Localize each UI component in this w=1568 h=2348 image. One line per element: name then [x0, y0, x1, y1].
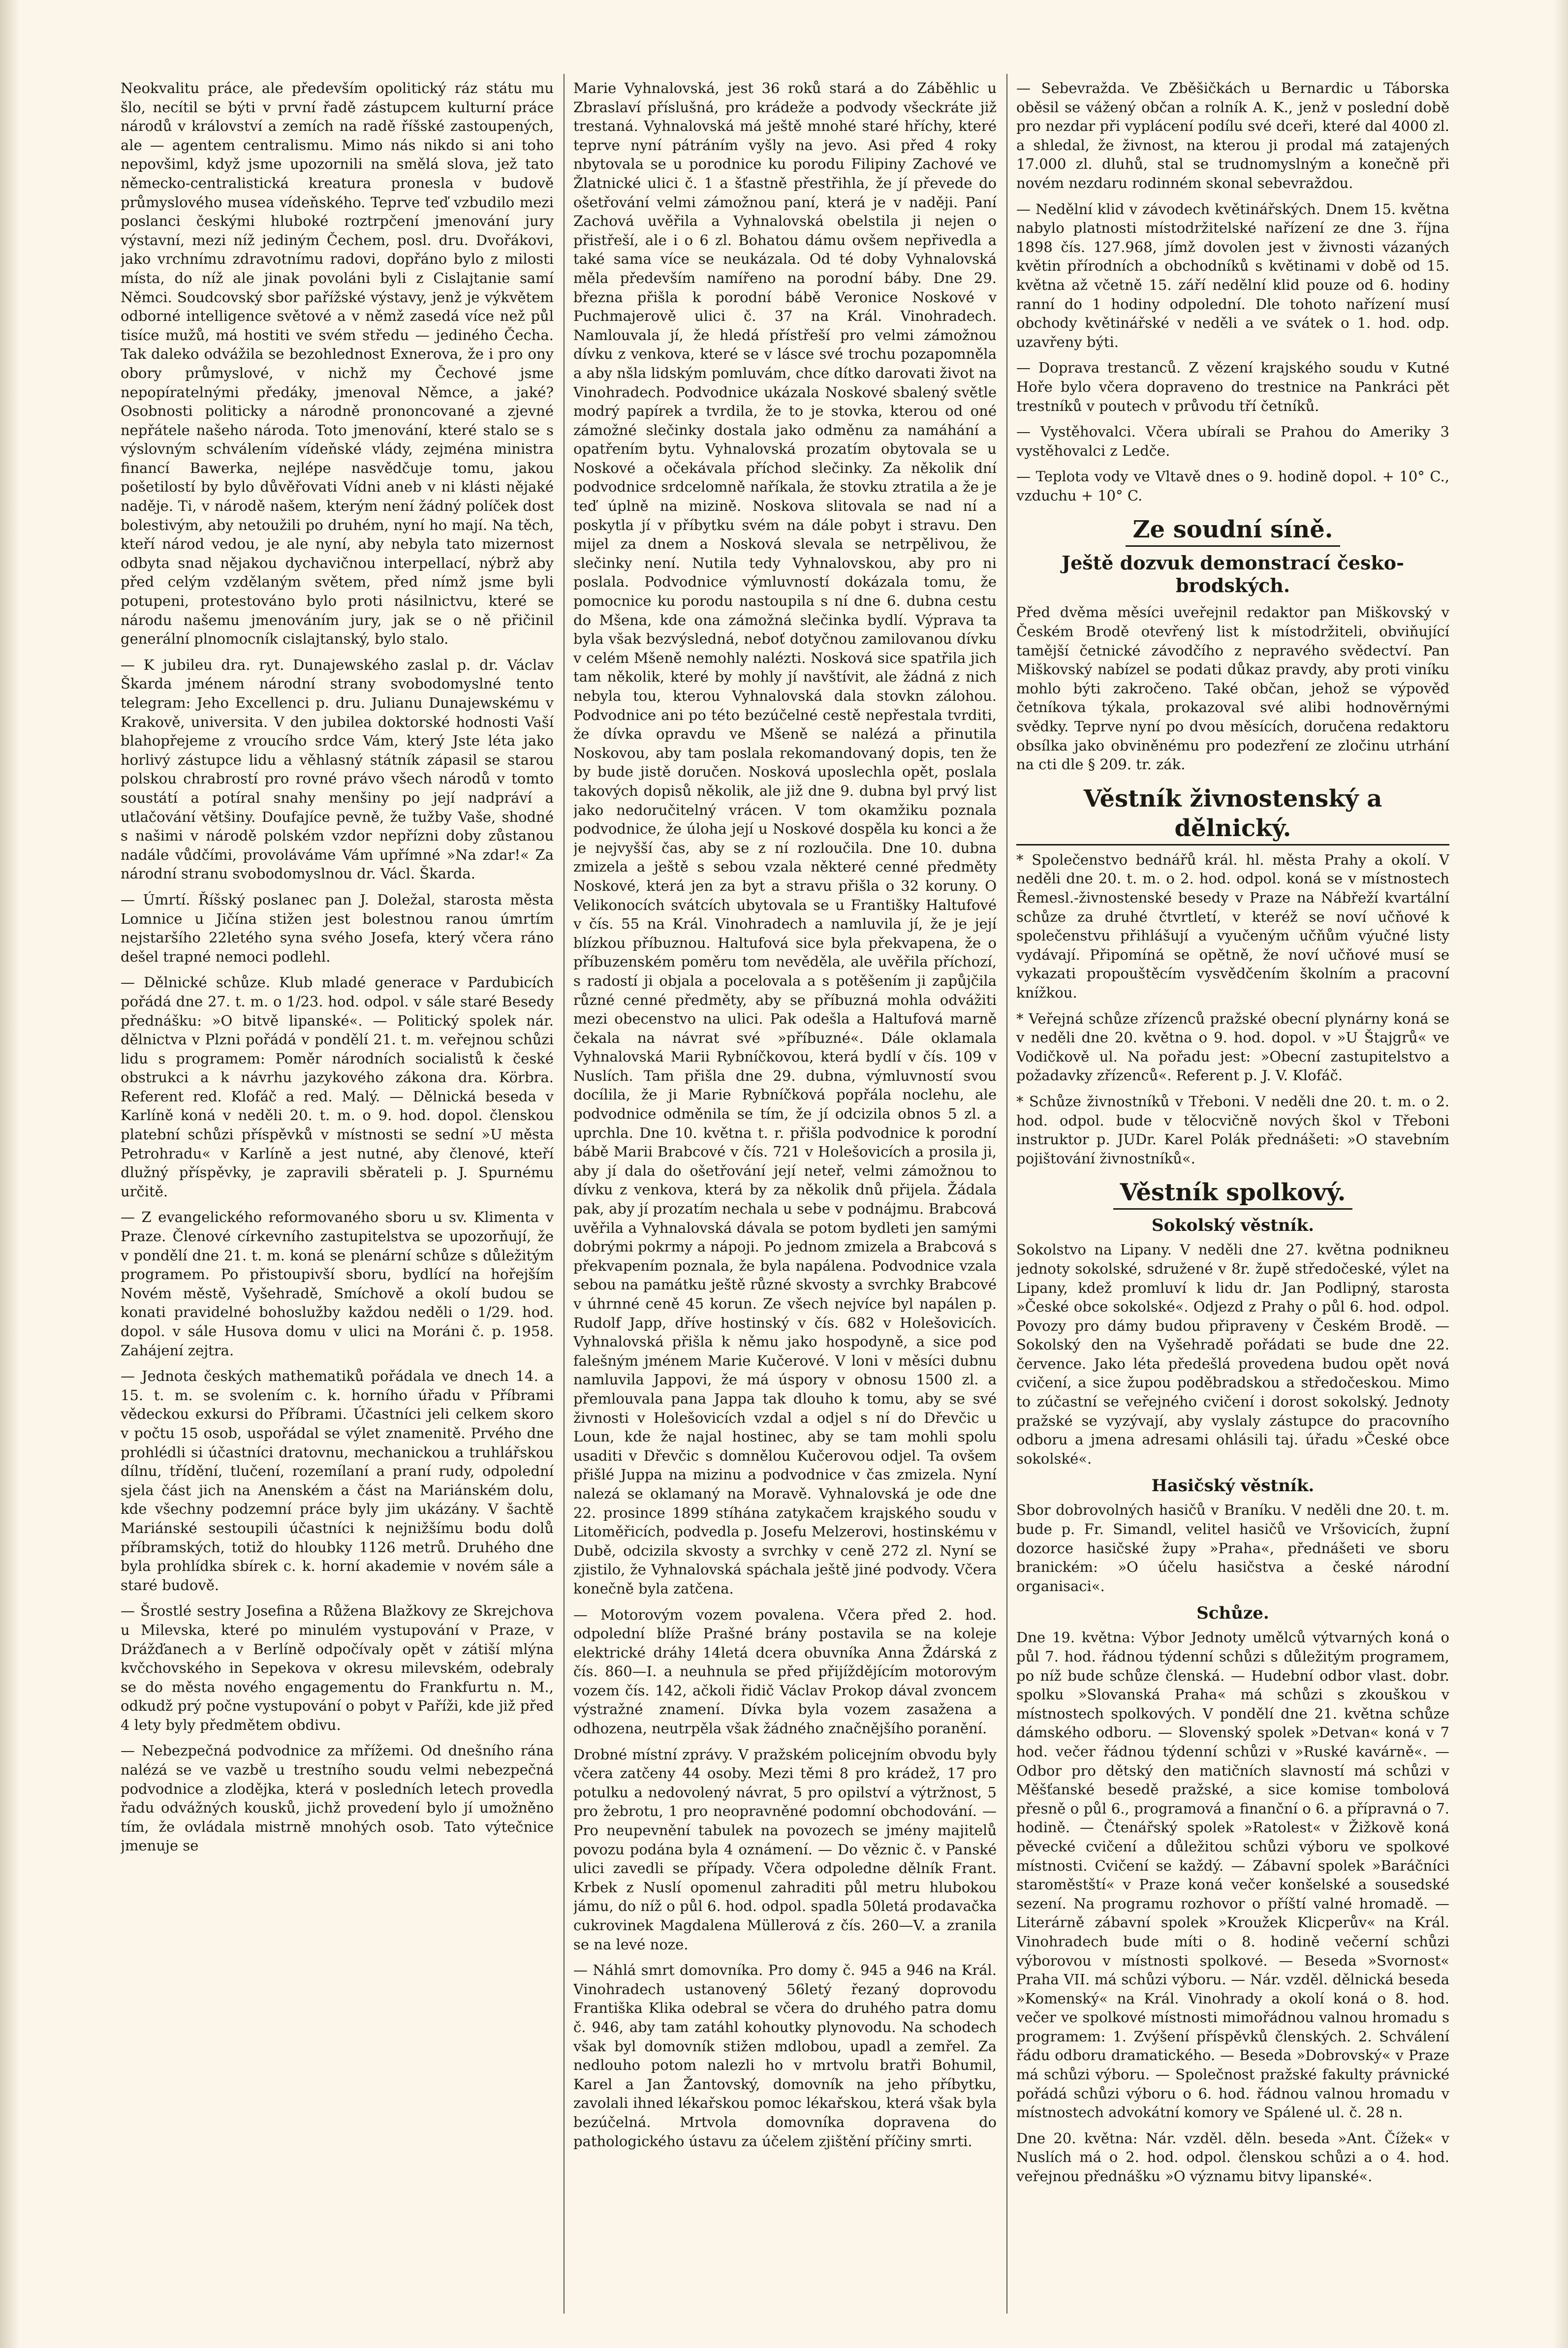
subsection-sokolsky: Sokolský věstník. [1152, 1216, 1314, 1236]
section-title-vestnik-spolkovy: Věstník spolkový. [1113, 1177, 1353, 1210]
article-schuze-19: Dne 19. května: Výbor Jednoty umělců výtvarných koná o půl 7. hod. řádnou týdenní schůzi s důležitým programem, po níž bude schůze členská. — Hudební odbor vlast. dobr. spolku »Slovanská Praha« má schůzi s zkouškou v místnostech spolkových. V pondělí dne 21. května schůze dámského odboru. — Slovenský spolek »Detvan« koná v 7 hod. večer řádnou týdenní schůzi v »Ruské kavárně«. — Odbor pro dětský den matičních slavností má schůzi v Měšťanské besedě pražské, a sice komise tombolová přesně o půl 6., programová a finanční o 6. a přípravná o 7. hodině. — Čtenářský spolek »Ratolest« v Žižkově koná pěvecké cvičení a důležitou schůzi výboru ve spolkové místnosti. Cvičení se každý. — Zábavní spolek »Baráčníci staroměstští« v Praze koná večer konšelské a sousedské sezení. Na programu rozhovor o příští valné hromadě. — Literárně zábavní spolek »Kroužek Klicperův« na Král. Vinohradech bude míti o 8. hodině večerní schůzi výborovou v místnosti spolkové. — Beseda »Svornost« Praha VII. má schůzi výboru. — Nár. vzděl. dělnická beseda »Komenský« na Král. Vinohrady a okolí koná o 8. hod. večer ve spolkové místnosti mimořádnou valnou hromadu s programem: 1. Zvýšení příspěvků členských. 2. Schválení řádu odboru dramatického. — Beseda »Dobrovský« v Praze má schůzi výboru. — Společnost pražské fakulty právnické pořádá schůzi výboru o 6. hod. řádnou valnou hromadu v místnostech advokátní komory ve Spálené ul. č. 28 n. [1016, 1629, 1449, 2121]
article-podvodnice-continued: Marie Vyhnalovská, jest 36 roků stará a do Záběhlic u Zbraslaví příslušná, pro krádeže a podvody všeckráte již trestaná. Vyhnalovská má ještě mnohé staré hříchy, které teprve nyní pátráním vyšly na jevo. Asi před 4 roky nbytovala se u porodnice ku porodu Filipiny Zachové ve Žlatnické ulici č. 1 a šťastně přestřihla, že jí převede do ošetřování velmi zámožnou paní, která je v naději. Paní Zachová uvěřila a Vyhnalovská obelstila ji nejen o přistřeší, ale i o 6 zl. Bohatou dámu ovšem nepřivedla a také sama více se neukázala. Od té doby Vyhnalovská měla především namířeno na porodní báby. Dne 29. března přišla k porodní bábě Veronice Noskové v Puchmajerově ulici č. 37 na Král. Vinohradech. Namlouvala jí, že hledá přístřeší pro velmi zámožnou dívku z venkova, které se v lásce své trochu pozapomněla a aby nšla lidským pomluvám, chce dítko darovati život na Vinohradech. Podvodnice ukázala Noskové sbalený světle modrý papírek a tvrdila, že to je stovka, kterou od oné zámožné slečinky dostala jako odměnu za namáhání a opatřením bytu. Vyhnalovská prozatím obytovala se u Noskové a očekávala příchod slečinky. Za několik dní podvodnice srdcelomně naříkala, že stovku ztratila a že je teď úplně na mizině. Noskova slitovala se nad ní a poskytla jí v příbytku svém na dále pobyt i stravu. Den mijel za dnem a Nosková slevala se netrpělivou, že slečinky není. Nutila tedy Vyhnalovskou, aby pro ni poslala. Podvodnice výmluvností dokázala tomu, že pomocnice ku porodu nastoupila s ní dne 6. dubna cestu do Mšena, kde ona zámožná slečinka bydlí. Výprava ta byla však bezvýsledná, neboť dotyčnou zamilovanou dívku v celém Mšeně nemohly nalézti. Nosková sice spatřila jich tam několik, které by mohly jí navštívit, ale žádná z nich nebyla tou, kterou Vyhnalovská dala stovkn zálohou. Podvodnice ani po této bezúčelné cestě nepřestala tvrditi, že dívka opravdu ve Mšeně se nalézá a přinutila Noskovou, aby tam poslala rekomandovaný dopis, ten že by bude jistě doručen. Nosková uposlechla opět, poslala takových dopisů několik, ale již dne 9. dubna byl prvý list jako nedoručitelný vrácen. V tom okamžiku poznala podvodnice, že úloha její u Noskové dospěla ku konci a že je nejvyšší čas, aby se z ní rozloučila. Dne 10. dubna zmizela a ještě s sebou vzala některé cenné předměty Noskové, která jen za byt a stravu přišla o 32 koruny. O Velikonocích svátcích ubytovala se u Františky Haltufové v čís. 55 na Král. Vinohradech a namluvila jí, že je její blízkou příbuznou. Haltufová sice byla překvapena, že o příbuzenském poměru tom nevěděla, ale uvěřila příchozí, s radostí ji objala a pocelovala a s potěšením ji zapůjčila různé cenné předměty, aby se příbuzná mohla odvážiti mezi obecenstvo na ulici. Pak odešla a Haltufová marně čekala na návrat své »příbuzné«. Dále oklamala Vyhnalovská Marii Rybníčkovou, která bydlí v čís. 109 v Nuslích. Tam přišla dne 29. dubna, výmluvností svou docílila, že ji Marie Rybníčková popřála noclehu, ale podvodnice odměnila se tím, že jí odcizila obnos 5 zl. a uprchla. Dne 10. května t. r. přišla podvodnice k porodní bábě Marii Brabcové v čís. 721 v Holešovicích a prosila ji, aby jí dala do ošetřování její neteř, velmi zámožnou to dívku z venkova, která by za několik dnů přijela. Žádala pak, aby jí prozatím nechala u sebe v podnájmu. Brabcová uvěřila a Vyhnalovská dávala se potom bydleti jen samými dobrými pokrmy a nápoji. Po jednom zmizela a Brabcová s překvapením poznala, že byla napálena. Podvodnice vzala sebou na památku ještě různé skvosty a svrchky Brabcové v úhrnné ceně 45 korun. Ze všech nejvíce byl napálen p. Rudolf Japp, dříve hostinský v čís. 682 v Holešovicích. Vyhnalovská přišla k němu jako hospodyně, a sice pod falešným jménem Marie Kučerové. V loni v měsíci dubnu namluvila Jappovi, že má úspory v obnosu 1500 zl. a přemlouvala pana Jappa tak dlouho k tomu, aby se své živnosti v Holešovicích vzdal a odjel s ní do Dřevčic u Loun, kde že najal hostinec, aby se tam mohli spolu usaditi v Dřevčic s domnělou Kučerovou odjel. Ta ovšem přišlé Juppa na mizinu a podvodnice v čas zmizela. Nyní nalezá se oklamaný na Moravě. Vyhnalovská je ode dne 22. prosince 1899 stíhána zatykačem krajského soudu v Litoměřicích, podvedla p. Josefu Melzerovi, hostinskému v Dubě, odcizila skvosty a svrchky v ceně 272 zl. Nyní se zjistilo, že Vyhnalovská spáchala ještě jiné podvody. Včera konečně byla zatčena. [573, 80, 997, 1597]
article-jednota-mathematiku: — Jednota českých mathematiků pořádala ve dnech 14. a 15. t. m. se svolením c. k. horního úřadu v Příbrami vědeckou exkursi do Příbrami. Účastníci jeli celkem skoro v počtu 15 osob, uspořádal se výlet znamenitě. Prvého dne prohlédli si účastníci dratovnu, mechanickou a truhlářskou dílnu, třídění, tlučení, rozemílaní a praní rudy, odpolední sjela část jich na Anenském a část na Mariánském dolu, kde všechny podzemní práce byly jim ukázány. V šachtě Mariánské sestoupili účastníci k nejnižšímu bodu dolů příbramských, totiž do hloubky 1126 metrů. Druhého dne byla prohlídka sbírek c. k. horní akademie v novém sále a staré budově. [121, 1368, 554, 1594]
article-nedelni-klid: — Nedělní klid v závodech květinářských. Dnem 15. května nabylo platnosti místodržitelské nařízení ze dne 3. října 1898 čís. 127.968, jímž dovolen jest v živnosti vázaných květin přírodních a obchodníků s květinami v době od 15. května až včetně 15. září nedělní klid pouze od 6. hodiny ranní do 1 hodiny odpolední. Dle tohoto nařízení musí obchody květinářské v neděli a ve svátek o 1. hod. odp. uzavřeny býti. [1016, 200, 1449, 350]
article-drobne-zpravy: Drobné místní zprávy. V pražském policejním obvodu byly včera zatčeny 44 osoby. Mezi těmi 8 pro krádež, 17 pro potulku a nedovolený návrat, 5 pro opilství a výtržnost, 5 pro žebrotu, 1 pro neopravněné podomní obchodování. — Pro neupevnění tabulek na povozech se jmény majitelů povozu podána byla 4 oznámení. — Do věznic č. v Panské ulici zavedli se případy. Včera odpoledne dělník Frant. Krbek z Nuslí opomenul zahraditi půl metru hlubokou jámu, do níž o půl 6. hod. odpol. spadla 50letá prodavačka cukrovinek Magdalena Müllerová z čís. 260—V. a zranila se na levé noze. [573, 1746, 997, 1953]
article-teplota-vody: — Teplota vody ve Vltavě dnes o 9. hodině dopol. + 10° C., vzduchu + 10° C. [1016, 468, 1449, 504]
article-umrti: — Úmrtí. Říšský poslanec pan J. Doležal, starosta města Lomnice u Jičína stižen jest bolestnou ranou úmrtím nejstaršího 22letého syna svého Josefa, který včera ráno dešel trapné nemoci podlehl. [121, 891, 554, 965]
article-srostle-sestry: — Šrostlé sestry Josefina a Růžena Blažkovy ze Skrejchova u Milevska, které po minulém vystupování v Praze, v Drážďanech a v Berlíně odpočívaly opět v zátiší mlýna kvčchovského in Sepekova v okresu milevském, odebraly se do města nového engagementu do Frankfurtu n. M., odkudž prý počne vystupování o pobyt v Paříži, kde již před 4 lety byly předmětem obdivu. [121, 1602, 554, 1733]
article-podvodnice-start: — Nebezpečná podvodnice za mřížemi. Od dnešního rána nalézá se ve vazbě u trestního soudu velmi nebezpečná podvodnice a zlodějka, která v posledních letech provedla řadu odvážných kousků, jichž provedení bylo jí umožněno tím, že ovládala mistrně mnohých osob. Tato výtečnice jmenuje se [121, 1742, 554, 1854]
article-sebevrazda: — Sebevražda. Ve Zběšičkách u Bernardic u Táborska oběsil se vážený občan a rolník A. K., jenž v poslední době pro nezdar při vyplácení podílu své dceři, které dal 4000 zl. a shledal, že živnost, na kterou ji prodal má zatajených 17.000 zl. dluhů, stal se trudnomyslným a konečně při novém nezdaru rodinném skonal sebevraždou. [1016, 80, 1449, 191]
article-trebon: * Schůze živnostníků v Třeboni. V neděli dne 20. t. m. o 2. hod. odpol. bude v tělocvičně nových škol v Třeboni instruktor p. JUDr. Karel Polák přednášeti: »O stavebním pojištování živnostníků«. [1016, 1093, 1449, 1167]
article-plynarna: * Veřejná schůze zřízenců pražské obecní plynárny koná se v neděli dne 20. května o 9. hod. dopol. v »U Štajgrů« ve Vodičkově ul. Na pořadu jest: »Obecní zastupitelstvo a požadavky zřízenců«. Referent p. J. V. Klofáč. [1016, 1010, 1449, 1084]
column-3 [1016, 79, 1449, 2323]
column-2 [573, 79, 997, 2323]
article-schuze-20: Dne 20. května: Nár. vzděl. děln. beseda »Ant. Čížek« v Nuslích má o 2. hod. odpol. členskou schůzi a o 4. hod. veřejnou přednášku »O významu bitvy lipanské«. [1016, 2129, 1449, 2185]
article-smrt-domovnika: — Náhlá smrt domovníka. Pro domy č. 945 a 946 na Král. Vinohradech ustanovený 56letý řezaný doprovodu Františka Klika odebral se včera do druhého patra domu č. 946, aby tam zatáhl kohoutky plynovodu. Na schodech však byl domovník stižen mdlobou, upadl a zemřel. Za nedlouho potom nalezli ho v mrtvolu bratři Bohumil, Karel a Jan Žantovský, domovník na jeho příbytku, zavolali ihned lékařskou pomoc lékařskou, která však byla bezúčelná. Mrtvola domovníka dopravena do pathologického ústavu za účelem zjištění příčiny smrti. [573, 1962, 997, 2150]
article-motorovy-vuz: — Motorovým vozem povalena. Včera před 2. hod. odpolední blíže Prašné brány postavila se na koleje elektrické dráhy 14letá dcera obuvníka Anna Ždárská z čís. 860—I. a neuhnula se před přijíždějícím motorovým vozem čís. 142, ačkoli řidič Václav Prokop dával zvoncem výstražné znamení. Dívka byla vozem zasažena a odhozena, neutrpěla však žádného značnějšího poranění. [573, 1606, 997, 1737]
section-vestnik-spolkovy [1016, 1177, 1449, 1210]
paper-edge-left [0, 0, 20, 2348]
section-soudni-sin [1016, 514, 1449, 547]
article-sokolstvo-lipany: Sokolstvo na Lipany. V neděli dne 27. května podnikneu jednoty sokolské, sdružené v 8r. župě středočeské, výlet na Lipany, kdež promluví k lidu dr. Jan Podlipný, starosta »České obce sokolské«. Odjezd z Prahy o půl 6. hod. odpol. Povozy pro dámy budou připraveny v Českém Brodě. — Sokolský den na Vyšehradě pořádati se bude dne 22. července. Jako léta předešlá provedena budou opět nová cvičení, a sice župou poděbradskou a středočeskou. Mimo to zúčastní se veřejného cvičení i dorost sokolský. Jednoty pražské se vyzývají, aby vyslaly zástupce do pracovního odboru a jmena adresami ohlásili taj. úřadu »České obce sokolské«. [1016, 1241, 1449, 1467]
paper-edge-right [1553, 0, 1568, 2348]
section-vestnik-zivnostensky [1016, 783, 1449, 845]
article-vystehovalci: — Vystěhovalci. Včera ubírali se Prahou do Ameriky 3 vystěhovalci z Ledče. [1016, 423, 1449, 459]
section-title-soudni-sin: Ze soudní síně. [1126, 514, 1340, 547]
article-delnicke-schuze: — Dělnické schůze. Klub mladé generace v Pardubicích pořádá dne 27. t. m. o 1/23. hod. odpol. v sále staré Besedy přednášku: »O bitvě lipanské«. — Politický spolek nár. dělnictva v Plzni pořádá v pondělí 21. t. m. veřejnou schůzi lidu s programem: Poměr národních socialistů k české obstrukci a k návrhu jazykového zákona dra. Körbra. Referent red. Klofáč a red. Malý. — Dělnická beseda v Karlíně koná v neděli 20. t. m. o 9. hod. dopol. členskou platební schůzi příspěvků v místnosti se sední »U města Petrohradu« v Karlíně a jest nutné, aby členové, kteří dlužný příspěvky, je zapravili sběrateli p. J. Spurnému určitě. [121, 974, 554, 1200]
article-dunajewski-jubilee: — K jubileu dra. ryt. Dunajewského zaslal p. dr. Václav Škarda jménem národní strany svobodomyslné tento telegram: Jeho Excellenci p. dru. Julianu Dunajewskému v Krakově, universita. V den jubilea doktorské hodnosti Vaší blahopřejeme z vroucího srdce Vám, který Jste léta jako horlivý zástupce lidu a věhlasný státník zápasil se starou polskou chrabrostí pro rovné právo všech národů v tomto soustátí a potíral snahy menšiny po její nadpráví a utlačování většiny. Doufajíce pevně, že tužby Vaše, shodné s našimi v národě polském vzdor nepřízni doby zůstanou nadále vůdčími, provoláváme Vám upřímné »Na zdar!« Za národní stranu svobodomyslnou dr. Václ. Škarda. [121, 656, 554, 882]
article-bednari: * Společenstvo bednářů král. hl. města Prahy a okolí. V neděli dne 20. t. m. o 2. hod. odpol. koná se v místnostech Řemesl.-živnostenské besedy v Praze na Nábřeží kvartální schůze za druhé čtvrtletí, v kteréž se noví učňové k společenstvu přihlášují a vyučeným učňům výučné listy vydávají. Připomíná se opětně, že noví učňové musí se vykazati propouštěcím vysvědčením školním a pracovní knížkou. [1016, 851, 1449, 1001]
headline-dozvuk-demonstraci: Ještě dozvuk demonstrací česko-brodských. [1062, 552, 1404, 597]
column-rule-2 [1006, 74, 1007, 2314]
article-miskovsky: Před dvěma měsíci uveřejnil redaktor pan Miškovský v Českém Brodě otevřený list k místodržiteli, obviňující tamější četnické závodčího z nepravého svědectví. Pan Miškovský nabízel se podati důkaz pravdy, aby proti viníku mohlo býti zakročeno. Také občan, jehož se výpověď četníkova týkala, prokazoval své alibi hodnověrnými svědky. Teprve nyní po dvou měsících, doručena redaktoru obsílka jako obviněnému pro podezření ze zločinu utrhání na cti dle § 209. tr. zák. [1016, 604, 1449, 773]
article-evangelicky-sbor: — Z evangelického reformovaného sboru u sv. Klimenta v Praze. Členové církevního zastupitelstva se upozorňují, že v pondělí dne 21. t. m. koná se plenární schůze s důležitým programem. Po přistoupivší sboru, bydlící na hořejším Novém městě, Vyšehradě, Smíchově a okolí budou se konati pravidelné bohoslužby každou neděli o 1/29. hod. dopol. v sále Husova domu v ulici na Moráni č. p. 1958. Zahájení zejtra. [121, 1209, 554, 1359]
section-title-vestnik-zivnostensky: Věstník živnostenský a dělnický. [1016, 783, 1449, 845]
article-doprava-trestancu: — Doprava trestanců. Z vězení krajského soudu v Kutné Hoře bylo včera dopraveno do trestnice na Pankráci pět trestníků v poutech v průvodu tří četníků. [1016, 359, 1449, 414]
subsection-hasicsky: Hasičský věstník. [1151, 1476, 1315, 1496]
article-hasici-branik: Sbor dobrovolných hasičů v Braníku. V neděli dne 20. t. m. bude p. Fr. Simandl, velitel hasičů ve Vršovicích, župní dozorce hasičské župy »Praha«, přednášeti ve sboru branickém: »O účelu hasičstva a české národní organisaci«. [1016, 1502, 1449, 1595]
column-1 [121, 79, 554, 2323]
subsection-schuze: Schůze. [1196, 1603, 1269, 1624]
article-exner-jury: Neokvalitu práce, ale především opolitický ráz státu mu šlo, necítil se býti v první řadě zástupcem kulturní práce národů v království a zemích na radě říšské zastoupených, ale — agentem centralismu. Mimo nás nikdo si ani toho nepovšiml, když jsme upozornili na smělá slova, jež tato německo-centralistická kreatura pronesla v budově průmyslového musea vídeňského. Teprve teď vzbudilo mezi poslanci českými hluboké roztrpčení jmenování jury výstavní, mezi níž jediným Čechem, posl. dru. Dvořákovi, jako vrchnímu zdravotnímu radovi, dopřáno bylo z milosti místa, do níž ale jinak povoláni byli z Cislajtanie samí Němci. Soudcovský sbor pařížské výstavy, jenž je výkvětem odborné intelligence světové a v němž zasedá více než půl tisíce mužů, má hostiti ve svém středu — jediného Čecha. Tak daleko odvážila se bezohlednost Exnerova, že i pro ony obory průmyslové, v nichž my Čechové jsme nepopíratelnými předáky, jmenoval Němce, a jaké? Osobnosti politicky a národně prononcované a zjevné nepřátele našeho národa. Toto jmenování, které stalo se s výslovným schválením vídeňské vlády, zejména ministra financí Bawerka, nejlépe nasvědčuje tomu, jakou pošetilostí by bylo důvěřovati Vídni aneb v ni klásti nějaké naděje. Ti, v národě našem, kterým není žádný políček dost bolestivým, aby netoužili po druhém, nyní ho mají. Na těch, kteří národ vedou, je ale nyní, aby nebyla tato mizernost odbyta snad nějakou dychavičnou interpellací, nýbrž aby před celým vzdělaným světem, před nímž jsme byli potupeni, protestováno bylo proti násilnictvu, které se národu našemu jmenováním jury, jak se o ně přičinil generální plnomocník cislajtanský, bylo stalo. [121, 80, 554, 648]
